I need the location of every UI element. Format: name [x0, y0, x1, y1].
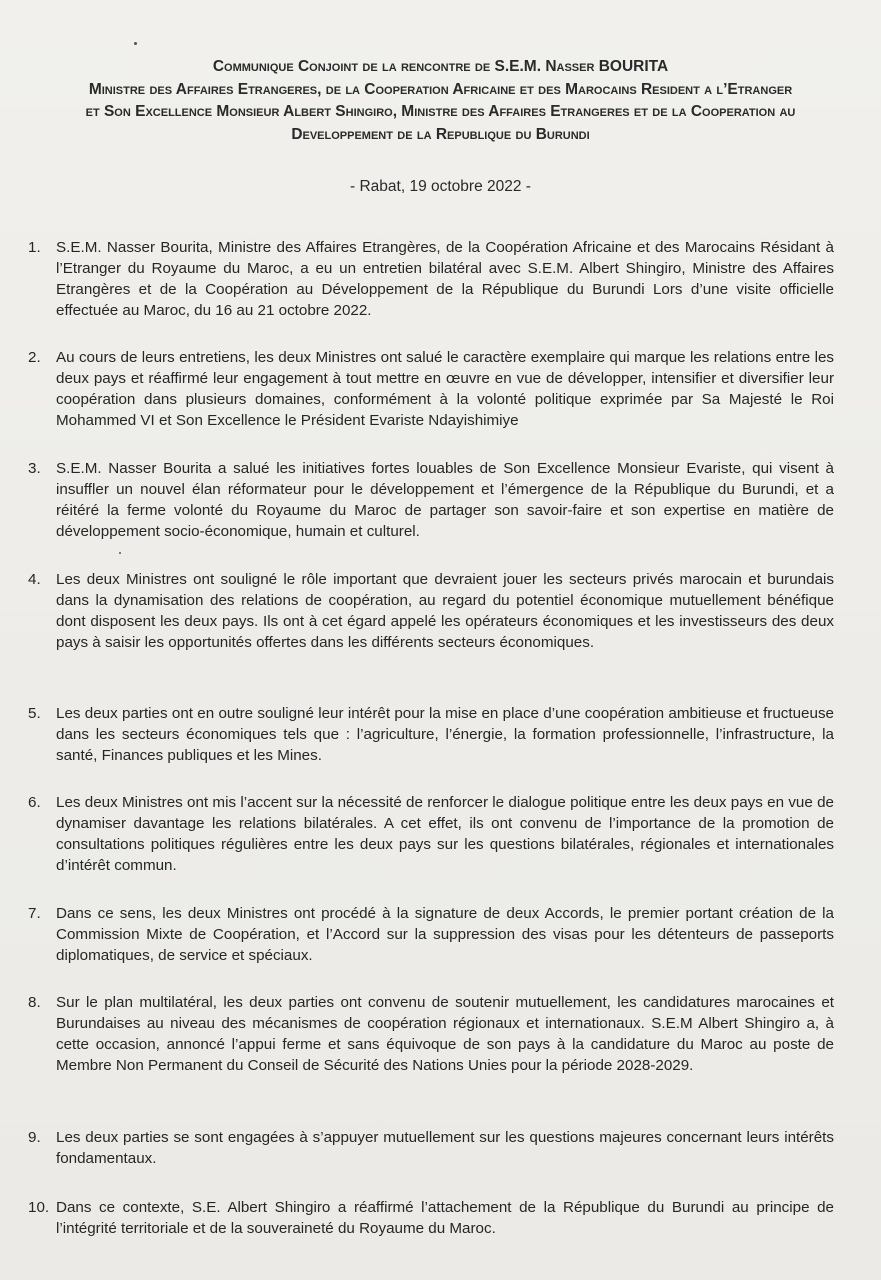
paragraph-text: Dans ce contexte, S.E. Albert Shingiro a réaffirmé l’attachement de la République du Burundi au principe de l’intégrité territoriale et de la souveraineté du Royaume du Maroc.: [56, 1199, 834, 1237]
paragraph-text: Les deux Ministres ont mis l’accent sur la nécessité de renforcer le dialogue politique entre les deux pays en vue de dynamiser davantage les relations bilatérales. A cet effet, ils ont convenu de l’importance de la promotion de consultations politiques régulières entre les deux pays sur les questions bilatérales, régionales et internationales d’intérêt commun.: [56, 794, 834, 874]
paragraph-number: 8.: [28, 994, 41, 1011]
paragraph-number: 5.: [28, 705, 41, 722]
paragraph-text: Les deux Ministres ont souligné le rôle important que devraient jouer les secteurs privés marocain et burundais dans la dynamisation des relations de coopération, au regard du potentiel économique mutuellement bénéfique dont disposent les deux pays. Ils ont à cet égard appelé les opérateurs économiques et les investisseurs des deux pays à saisir les opportunités offertes dans les différents secteurs économiques.: [56, 571, 834, 651]
paragraph-number: 1.: [28, 239, 41, 256]
paragraph-text: S.E.M. Nasser Bourita a salué les initiatives fortes louables de Son Excellence Monsieur Evariste, qui visent à insuffler un nouvel élan réformateur pour le développement et l’émergence de la République du Burundi, et a réitéré la ferme volonté du Royaume du Maroc de partager son savoir-faire et son expertise en matière de développement socio-économique, humain et culturel.: [56, 460, 834, 540]
heading-line: Communique Conjoint de la rencontre de S.E.M. Nasser BOURITA: [212, 58, 669, 75]
paragraph-number: 2.: [28, 349, 41, 366]
paragraph-text: Au cours de leurs entretiens, les deux Ministres ont salué le caractère exemplaire qui marque les relations entre les deux pays et réaffirmé leur engagement à tout mettre en œuvre en vue de développer, intensifier et diversifier leur coopération dans plusieurs domaines, conformément à la volonté politique exprimée par Sa Majesté le Roi Mohammed VI et Son Excellence le Président Evariste Ndayishimiye: [56, 349, 834, 429]
heading-line: et Son Excellence Monsieur Albert Shingiro, Ministre des Affaires Etrangeres et de la Cooperation au: [85, 103, 796, 120]
paragraph-text: S.E.M. Nasser Bourita, Ministre des Affaires Etrangères, de la Coopération Africaine et des Marocains Résidant à l’Etranger du Royaume du Maroc, a eu un entretien bilatéral avec S.E.M. Albert Shingiro, Ministre des Affaires Etrangères et de la Coopération au Développement de la République du Burundi Lors d’une visite officielle effectuée au Maroc, du 16 au 21 octobre 2022.: [56, 239, 834, 319]
document-heading: [30, 56, 851, 146]
heading-line: Ministre des Affaires Etrangeres, de la Cooperation Africaine et des Marocains Resident a l’Etranger: [88, 80, 793, 98]
paragraph-number: 9.: [28, 1129, 41, 1146]
paragraph-number: 3.: [28, 460, 41, 477]
paragraph-number: 6.: [28, 794, 41, 811]
date-line: - Rabat, 19 octobre 2022 -: [350, 178, 531, 195]
heading-line: Developpement de la Republique du Burundi: [291, 125, 590, 143]
paragraph-text: Les deux parties ont en outre souligné leur intérêt pour la mise en place d’une coopération ambitieuse et fructueuse dans les secteurs économiques tels que : l’agriculture, l’énergie, la formation professionnelle, l’infrastructure, la santé, Finances publiques et les Mines.: [56, 705, 834, 764]
ink-speck: [119, 552, 121, 554]
paragraph-number: 10.: [28, 1199, 50, 1216]
paragraph-text: Les deux parties se sont engagées à s’appuyer mutuellement sur les questions majeures concernant leurs intérêts fondamentaux.: [56, 1129, 834, 1167]
paragraph-number: 4.: [28, 571, 41, 588]
ink-speck: [134, 42, 137, 45]
paragraph-number: 7.: [28, 905, 41, 922]
paragraph-text: Dans ce sens, les deux Ministres ont procédé à la signature de deux Accords, le premier portant création de la Commission Mixte de Coopération, et l’Accord sur la suppression des visas pour les détenteurs de passeports diplomatiques, de service et spéciaux.: [56, 905, 834, 964]
paragraph-text: Sur le plan multilatéral, les deux parties ont convenu de soutenir mutuellement, les candidatures marocaines et Burundaises au niveau des mécanismes de coopération régionaux et internationaux. S.E.M Albert Shingiro a, à cette occasion, annoncé l’appui ferme et sans équivoque de son pays à la candidature du Maroc au poste de Membre Non Permanent du Conseil de Sécurité des Nations Unies pour la période 2028-2029.: [56, 994, 834, 1074]
